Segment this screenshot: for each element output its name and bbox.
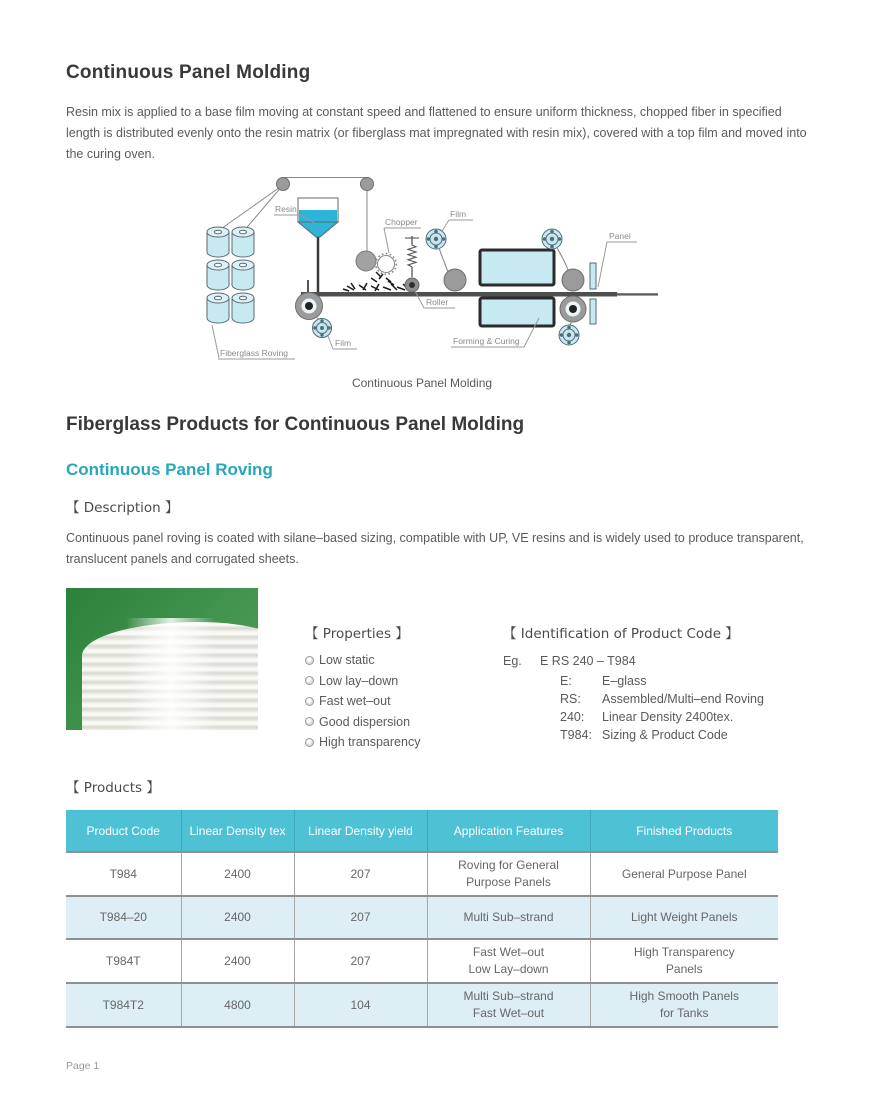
identification-rows bbox=[503, 672, 764, 744]
film-top-label: Film bbox=[450, 209, 467, 219]
pulley-icon bbox=[361, 178, 374, 191]
cell-application-features: Fast Wet–out Low Lay–down bbox=[427, 939, 590, 983]
spring-blade bbox=[405, 236, 419, 277]
panel-strip bbox=[590, 299, 596, 324]
chopper-wheel-icon bbox=[378, 256, 395, 273]
property-item bbox=[305, 653, 420, 667]
bullet-icon bbox=[305, 676, 314, 685]
identification-row bbox=[503, 672, 764, 690]
cell-application-features: Multi Sub–strand bbox=[427, 896, 590, 939]
pull-roller-top-icon bbox=[562, 269, 584, 291]
intro-paragraph: Resin mix is applied to a base film moving at constant speed and flattened to ensure uniform thickness, chopped fiber in specified length is distributed evenly onto the resin matrix (or fiberglass mat impregnated with resin mix), covered with a top film and moved into the curing oven. bbox=[66, 105, 807, 161]
panel-exit-line bbox=[617, 293, 658, 295]
cell-product-code: T984T2 bbox=[66, 983, 181, 1027]
meaning: Assembled/Multi–end Roving bbox=[602, 692, 764, 706]
identification-row bbox=[503, 708, 764, 726]
identification-row bbox=[503, 726, 764, 744]
product-heading: Continuous Panel Roving bbox=[66, 460, 273, 479]
process-diagram bbox=[183, 168, 661, 374]
properties-label: 【 Properties 】 bbox=[305, 626, 409, 642]
cell-linear-density-tex: 2400 bbox=[181, 852, 294, 896]
cell-linear-density-tex: 2400 bbox=[181, 896, 294, 939]
table-row bbox=[66, 983, 778, 1027]
meaning: Linear Density 2400tex. bbox=[602, 710, 734, 724]
description-paragraph: Continuous panel roving is coated with silane–based sizing, compatible with UP, VE resins and is widely used to produce transparent, translucent panels and corrugated sheets. bbox=[66, 531, 804, 566]
conveyor-belt bbox=[301, 292, 617, 297]
table-row bbox=[66, 896, 778, 939]
section-heading: Fiberglass Products for Continuous Panel Molding bbox=[66, 414, 525, 435]
example-prefix: Eg. bbox=[503, 654, 522, 668]
chopped-fibers bbox=[343, 272, 409, 291]
product-photo bbox=[66, 588, 258, 730]
forming-curing-oven bbox=[480, 250, 554, 326]
meaning: E–glass bbox=[602, 674, 647, 688]
cell-application-features: Multi Sub–strand Fast Wet–out bbox=[427, 983, 590, 1027]
roller-label: Roller bbox=[426, 297, 449, 307]
panel-label: Panel bbox=[609, 231, 631, 241]
code: E: bbox=[560, 674, 572, 688]
identification-example bbox=[503, 654, 764, 668]
diagram-caption: Continuous Panel Molding bbox=[351, 376, 493, 390]
film-bottom-label: Film bbox=[335, 338, 352, 348]
film-spool-bottom-right-icon bbox=[559, 325, 579, 345]
bullet-icon bbox=[305, 697, 314, 706]
page-title: Continuous Panel Molding bbox=[66, 62, 311, 83]
col-header-product-code: Product Code bbox=[66, 810, 181, 852]
property-item bbox=[305, 715, 420, 729]
cell-linear-density-yield: 104 bbox=[294, 983, 427, 1027]
forming-curing-label: Forming & Curing bbox=[453, 336, 520, 346]
property-item bbox=[305, 674, 420, 688]
bullet-icon bbox=[305, 738, 314, 747]
col-header-finished-products: Finished Products bbox=[590, 810, 778, 852]
identification-row bbox=[503, 690, 764, 708]
resin-label: Resin bbox=[275, 204, 297, 214]
identification-label: 【 Identification of Product Code 】 bbox=[503, 626, 739, 642]
film-spool-bottom-left-icon bbox=[313, 319, 332, 338]
col-header-linear-density-yield: Linear Density yield bbox=[294, 810, 427, 852]
fiberglass-roving-label: Fiberglass Roving bbox=[220, 348, 289, 358]
pull-roller-bottom bbox=[560, 296, 586, 322]
cell-product-code: T984 bbox=[66, 852, 181, 896]
identification-section bbox=[503, 622, 764, 744]
page-number: Page 1 bbox=[66, 1060, 100, 1072]
code: 240: bbox=[560, 710, 585, 724]
cell-product-code: T984–20 bbox=[66, 896, 181, 939]
property-item bbox=[305, 735, 420, 749]
cell-application-features: Roving for General Purpose Panels bbox=[427, 852, 590, 896]
col-header-application-features: Application Features bbox=[427, 810, 590, 852]
cell-linear-density-tex: 2400 bbox=[181, 939, 294, 983]
panel-strip bbox=[590, 263, 596, 289]
code: RS: bbox=[560, 692, 581, 706]
property-text: Fast wet–out bbox=[319, 694, 391, 708]
resin-hopper bbox=[298, 198, 338, 294]
col-header-linear-density-tex: Linear Density tex bbox=[181, 810, 294, 852]
description-label: 【 Description 】 bbox=[66, 500, 179, 516]
products-table bbox=[66, 810, 778, 1028]
cell-linear-density-yield: 207 bbox=[294, 852, 427, 896]
meaning: Sizing & Product Code bbox=[602, 728, 728, 742]
bullet-icon bbox=[305, 717, 314, 726]
table-header-row bbox=[66, 810, 778, 852]
cell-finished-products: High Transparency Panels bbox=[590, 939, 778, 983]
cell-finished-products: General Purpose Panel bbox=[590, 852, 778, 896]
example-code: E RS 240 – T984 bbox=[540, 654, 636, 668]
property-text: High transparency bbox=[319, 735, 421, 749]
process-diagram-svg bbox=[183, 168, 661, 374]
property-text: Good dispersion bbox=[319, 714, 411, 729]
cell-finished-products: Light Weight Panels bbox=[590, 896, 778, 939]
chopper-label: Chopper bbox=[385, 217, 418, 227]
cell-linear-density-tex: 4800 bbox=[181, 983, 294, 1027]
chopper-roller-icon bbox=[356, 251, 376, 271]
laminating-roller-icon bbox=[444, 269, 466, 291]
film-spool-top-right-icon bbox=[542, 229, 562, 249]
pulley-icon bbox=[277, 178, 290, 191]
cell-product-code: T984T bbox=[66, 939, 181, 983]
cell-linear-density-yield: 207 bbox=[294, 896, 427, 939]
bullet-icon bbox=[305, 656, 314, 665]
code: T984: bbox=[560, 728, 592, 742]
base-film-roller bbox=[296, 293, 323, 320]
fiberglass-roving-spools bbox=[207, 227, 254, 323]
cell-linear-density-yield: 207 bbox=[294, 939, 427, 983]
table-row bbox=[66, 852, 778, 896]
table-row bbox=[66, 939, 778, 983]
property-text: Low lay–down bbox=[319, 673, 399, 688]
properties-section bbox=[305, 622, 420, 756]
products-label: 【 Products 】 bbox=[66, 780, 160, 796]
cell-finished-products: High Smooth Panels for Tanks bbox=[590, 983, 778, 1027]
property-text: Low static bbox=[319, 653, 375, 667]
properties-list bbox=[305, 653, 420, 749]
property-item bbox=[305, 694, 420, 708]
film-spool-top-icon bbox=[426, 229, 446, 249]
